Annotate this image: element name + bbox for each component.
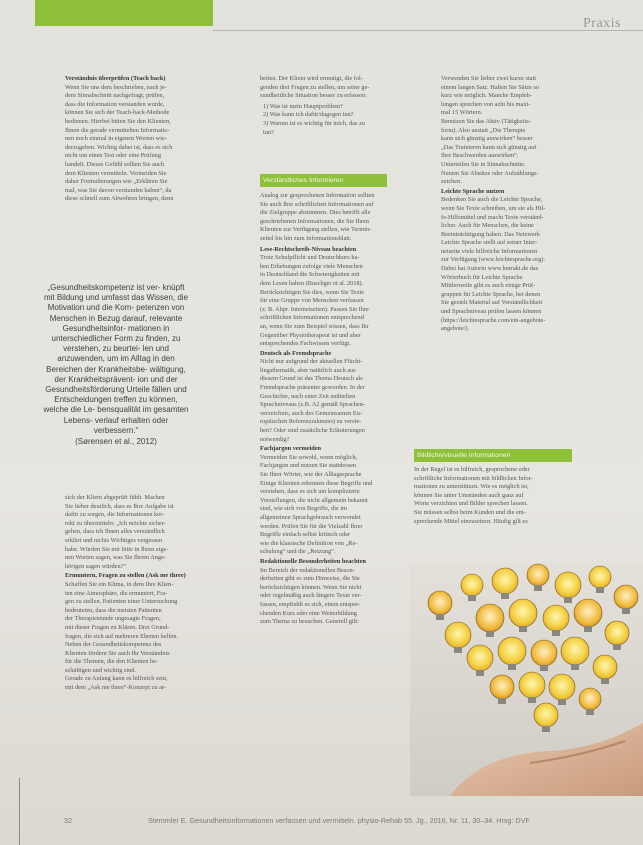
question-item: 2) Was kann ich dafür/dagegen tun? bbox=[263, 111, 354, 119]
paragraph-lese-niveau bbox=[260, 254, 386, 349]
text-line: Analog zur gesprochenen Information sollten bbox=[260, 192, 375, 199]
text-line: ben Erhebungen zufolge viele Menschen bbox=[260, 262, 363, 270]
text-line: mit dieser Fragen zu Klären. Drei Grund- bbox=[65, 623, 170, 631]
text-line: Sie Ihrer Wörter, wie der Alltagssprache bbox=[260, 471, 362, 478]
text-line: Im Bereich der redaktionellen Beson- bbox=[260, 566, 355, 574]
text-line: „Das Trainieren kann sich günstig auf bbox=[441, 143, 537, 151]
text-line: nen noch einmal in eigenen Worten wie- bbox=[65, 135, 167, 143]
text-line: nicht um einen Test oder eine Prüfung bbox=[65, 152, 161, 160]
text-line: mal, was Sie davon verstanden haben“, da bbox=[65, 186, 172, 194]
text-line: beiten. Der Klient wird ermutigt, die fol- bbox=[260, 75, 363, 82]
text-line: Gegenüber Physiotherapeut ist und aber bbox=[260, 331, 361, 339]
text-line: licher. Auch für Menschen, die keine bbox=[441, 222, 534, 230]
text-line: die Zielgruppe abstimmen. Dies betrifft alle bbox=[260, 209, 371, 217]
paragraph-redaktionell bbox=[260, 567, 386, 627]
bullet-heading-redaktionell: Redaktionelle Besonderheiten beachten bbox=[260, 557, 366, 565]
question-item: 1) Was ist mein Hauptproblem? bbox=[263, 102, 343, 110]
text-line: dafür zu sorgen, die Informationen kor- bbox=[65, 511, 165, 519]
text-line: berücksichtigen können. Wenn Sie nicht bbox=[260, 583, 362, 591]
text-line: entsprechendes Fachwissen verfügt. bbox=[260, 340, 351, 348]
text-line: Ihnen die gerade vermittelten Informatio- bbox=[65, 126, 170, 134]
paragraph-ask-me-three-end bbox=[260, 75, 386, 101]
column-1-bottom bbox=[65, 494, 192, 693]
text-line: schriftliche Informationen mit bildlichen Infor- bbox=[414, 474, 533, 482]
text-line: ten eine Atmosphäre, die ermuntert, Fra- bbox=[65, 589, 168, 597]
text-line: zettel bis hin zum Informationsblatt. bbox=[260, 234, 352, 242]
text-line: schulung“ und die „Reizung“. bbox=[260, 548, 336, 556]
text-line: fassen, empfiehlt es sich, einen entspre- bbox=[260, 600, 361, 608]
lightbulb-hand-photo bbox=[410, 563, 643, 796]
text-line: in Deutschland die Schwierigkeiten mit bbox=[260, 271, 360, 279]
text-line: kurz wie möglich. Manche Empfeh- bbox=[441, 92, 533, 100]
text-line: können Sie sich der Teach-back-Methode bbox=[65, 109, 170, 117]
footer-citation: Stemmler E. Gesundheitsinformationen verfassen und vermitteln. physio-Rehab 55. Jg., 2016, Nr. 11, 30–34. Hrsg: DVF bbox=[148, 816, 530, 825]
text-line: Sie gezielt Material auf Verständlichkeit bbox=[441, 299, 543, 307]
text-line: dass die Information verstanden wurde, bbox=[65, 100, 165, 108]
paragraph-ask-me-three bbox=[65, 581, 192, 693]
text-line: allgemeinen Sprachgebrauch verwendet bbox=[260, 513, 361, 521]
text-line: Wörterbuch für Leichte Sprache. bbox=[441, 273, 524, 281]
text-line: Neben der Gesundheitskompetenz des bbox=[65, 641, 162, 649]
text-line: Trotz Schulpflicht und Deutschkurs ha- bbox=[260, 254, 360, 262]
text-line: schäftigen und wichtig sind. bbox=[65, 666, 137, 674]
text-line: mal 15 Wörtern. bbox=[441, 109, 483, 117]
text-line: bedeuteten, dass die meisten Patienten bbox=[65, 606, 162, 614]
text-line: Sie lieber deutlich, dass es Ihre Aufgabe ist bbox=[65, 502, 174, 510]
text-line: hörigen sagen würden?“ bbox=[65, 562, 127, 570]
text-line: und Sprachniveau prüfen lassen können bbox=[441, 308, 542, 316]
text-line: Leichte Sprache stellt auf seiner Inter- bbox=[441, 239, 538, 247]
section-color-bar bbox=[35, 0, 213, 26]
text-line: für die Themen, die den Klienten be- bbox=[65, 658, 159, 666]
text-line: für eine Gruppe von Menschen verfassen bbox=[260, 297, 364, 305]
column-1-top bbox=[65, 75, 192, 204]
text-line: zur Verfügung (www.leichtesprache.org). bbox=[441, 256, 546, 264]
text-line: dem Lesen haben (Buschger et al. 2018). bbox=[260, 279, 364, 287]
bullet-heading-ask-me-three: Ermuntern, Fragen zu stellen (Ask me three) bbox=[65, 572, 186, 580]
text-line: Einige Klienten erkennen diese Begriffe und bbox=[260, 479, 373, 487]
text-line: gen zu stellen. Patienten einer Untersuchung bbox=[65, 598, 178, 606]
text-line: form). Also anstatt „Die Therapie bbox=[441, 126, 526, 134]
text-line: Vermeiden Sie sowohl, wenn möglich, bbox=[260, 453, 358, 461]
text-line: Geschichte, nach einer Zeit enthielten bbox=[260, 392, 356, 400]
text-line: Klienten fördern Sie auch Ihr Verständnis bbox=[65, 649, 170, 657]
text-line: sich der Klient abgeprüft fühlt. Machen bbox=[65, 494, 165, 501]
text-line: mationen zu unterstützen. Wie es möglich ist, bbox=[414, 483, 529, 491]
section-heading-verstaendlich: Verständliches Informieren bbox=[260, 174, 387, 187]
text-line: verzeichnis, auch des Gemeinsamen Eu- bbox=[260, 409, 362, 417]
text-line: habe. Würden Sie mir bitte in Ihren eige- bbox=[65, 545, 169, 553]
text-line: gruppen für Leichte Sprache, bei denen bbox=[441, 290, 541, 298]
header-rule bbox=[213, 30, 643, 31]
text-line: daher Formulierungen wie „Erklären Sie bbox=[65, 178, 168, 186]
section-label: Praxis bbox=[583, 16, 621, 31]
text-line: genden drei Fragen zu stellen, um seine ge- bbox=[260, 83, 370, 91]
paragraph-teach-back bbox=[65, 84, 192, 204]
text-line: Fremdsprache präsenter geworden. In der bbox=[260, 384, 365, 392]
column-3-box bbox=[414, 466, 571, 526]
text-line: Mittlerweile gibt es auch einige Prüf- bbox=[441, 282, 536, 290]
text-line: mit dem „Ask me three“-Konzept zu ar- bbox=[65, 684, 166, 692]
paragraph-satzbau bbox=[441, 75, 571, 187]
text-line: sind, wie sich von Begriffe, die im bbox=[260, 505, 347, 513]
text-line: derzugeben. Wichtig dabei ist, dass es sich bbox=[65, 143, 173, 151]
text-line: ropäischen Referenzrahmens) zu verste- bbox=[260, 418, 362, 426]
text-line: (z. B. Abpr. Internetseiten). Passen Sie Ihre bbox=[260, 305, 369, 313]
paragraph-leichte-sprache bbox=[441, 196, 571, 334]
text-line: zeichen. bbox=[441, 178, 462, 186]
text-line: hen? Oder sind zusätzliche Erläuterungen bbox=[260, 427, 365, 435]
text-line: notwendig? bbox=[260, 435, 290, 443]
text-line: Beeinträchtigung haben. Das Netzwerk bbox=[441, 230, 540, 238]
text-line: an, wenn Sie zum Beispiel wissen, dass Ihr bbox=[260, 322, 369, 330]
text-line: nen Worten sagen, was Sie Ihrem Ange- bbox=[65, 554, 166, 562]
text-line: Nicht nur aufgrund der aktuellen Flücht- bbox=[260, 358, 363, 366]
section-heading-bildlich: Bildliche/visuelle Informationen bbox=[414, 449, 572, 462]
text-line: Ihre Beschwerden auswirken“. bbox=[441, 152, 519, 160]
pull-quote-source: (Sørensen et al., 2012) bbox=[75, 437, 157, 447]
text-line: werden. Prüfen Sie für die Vielzahl Ihrer bbox=[260, 522, 363, 530]
lightbulb-icon bbox=[410, 563, 643, 796]
pull-quote bbox=[42, 283, 190, 447]
text-line: erklärt und nichts Wichtiges vergessen bbox=[65, 536, 163, 544]
text-line: wenn Sie Texte schreiben, um sie als Hil- bbox=[441, 204, 546, 212]
page-number: 32 bbox=[64, 816, 72, 825]
text-line: Bedenken Sie auch die Leichte Sprache, bbox=[441, 196, 543, 204]
text-line: Schaffen Sie ein Klima, in dem Ihre Klien- bbox=[65, 580, 174, 588]
text-line: In der Regel ist es hilfreich, gesprochene oder bbox=[414, 466, 530, 473]
text-line: handelt. Dieses Gefühl sollten Sie auch bbox=[65, 160, 164, 168]
question-item: 3) Warum ist es wichtig für mich, das zu bbox=[263, 119, 366, 127]
text-line: derheiten gibt es zum Hinweise, die Sie bbox=[260, 575, 360, 583]
text-line: Sie müssen selbst beim Kunden und die ent- bbox=[414, 508, 526, 516]
column-2 bbox=[260, 75, 386, 137]
text-line: Nutzen Sie Absätze oder Aufzählungs- bbox=[441, 169, 539, 177]
bullet-heading-fachjargon: Fachjargon vermeiden bbox=[260, 445, 322, 453]
text-line: zum Thema zu besuchen. Generell gilt: bbox=[260, 618, 359, 626]
paragraph-bildlich bbox=[414, 466, 571, 526]
text-line: Fachjargon und nutzen Sie stattdessen bbox=[260, 462, 357, 470]
text-line: der Therapiestunde ungesagte Fragen, bbox=[65, 615, 161, 623]
column-2-body bbox=[260, 192, 386, 627]
text-line: Sprachniveaus (z.B. A2 gemäß Sprachen- bbox=[260, 401, 365, 409]
question-list bbox=[263, 103, 386, 137]
bullet-heading-leichte-sprache: Leichte Sprache nutzen bbox=[441, 187, 505, 195]
paragraph-teach-back-cont bbox=[65, 494, 192, 571]
column-3 bbox=[441, 75, 571, 334]
text-line: oder regelmäßig auch längere Texte ver- bbox=[260, 592, 362, 600]
text-line: dem Sinnabschnitt nachgefragt, prüfen, bbox=[65, 92, 165, 100]
text-line: sundheitliche Situation besser zu erfassen: bbox=[260, 92, 367, 100]
bullet-heading-lese-niveau: Lese-Rechtschreib-Niveau beachten bbox=[260, 245, 357, 253]
text-line: gehen, dass ich Ihnen alles verständlich bbox=[65, 528, 165, 536]
text-line: lungen sprechen von acht bis maxi- bbox=[441, 100, 531, 108]
text-line: Wenn Sie uns dem beschrieben, nach je- bbox=[65, 83, 167, 91]
question-item: tun? bbox=[263, 128, 274, 136]
text-line: diesem Grund ist das Thema Deutsch als bbox=[260, 375, 363, 383]
text-line: Klienten zur Verfügung stellen, wie Termin- bbox=[260, 226, 372, 234]
text-line: Berücksichtigen Sie dies, wenn Sie Texte bbox=[260, 288, 365, 296]
text-line: sprechende Mittel einzusetzen. Häufig gilt es bbox=[414, 517, 528, 525]
text-line: angebote/). bbox=[441, 325, 470, 333]
text-line: können Sie unter Umständen auch ganz auf bbox=[414, 491, 524, 499]
text-line: Sie auch Ihre schriftlichen Informationen auf bbox=[260, 200, 374, 208]
pull-quote-text: „Gesundheitskompetenz ist ver- knüpft mit Bildung und umfasst das Wissen, die Motivation und die Kom- petenzen von Menschen in Bezug darauf, relevante Gesundheitsinfor- mationen in unterschiedlicher Form zu finden, zu verstehen, zu beurtei- len und anzuwenden, um im Alltag in den Bereichen der Krankheitsbe- wältigung, der Krankheitsprävent- ion und der Gesundheitsförderung Urteile fällen und Entscheidungen treffen zu können, welche die Le- bensqualität im gesamten Lebens- verlauf erhalten oder verbessern.“ bbox=[43, 283, 189, 435]
text-line: wie die klassische Definition von „Re- bbox=[260, 539, 358, 547]
text-line: Unterteilen Sie in Sinnabschnitte. bbox=[441, 160, 526, 168]
footer-rule bbox=[19, 778, 20, 845]
text-line: dem Klienten vermitteln. Vermeiden Sie bbox=[65, 169, 167, 177]
text-line: lingsthematik, aber natürlich auch aus bbox=[260, 366, 356, 374]
text-line: diese schnell zum Abwehren bringen, denn bbox=[65, 195, 174, 203]
paragraph-verstaendlich bbox=[260, 192, 386, 244]
text-line: verstehen, dass es sich um komplizierte bbox=[260, 488, 360, 496]
text-line: rekt zu übermitteln: „Ich möchte sicher- bbox=[65, 519, 166, 527]
paragraph-fremdsprache bbox=[260, 358, 386, 444]
text-line: schriftlichen Informationen entsprechend bbox=[260, 314, 364, 322]
text-line: fe-Hilfsmittel und macht Texte verständ- bbox=[441, 213, 544, 221]
text-line: Vorstellungen, die nicht allgemein bekannt bbox=[260, 496, 368, 504]
bullet-heading-teach-back: Verständnis überprüfen (Teach back) bbox=[65, 75, 166, 82]
text-line: geschriebenen Informationen, die Sie Ihren bbox=[260, 217, 369, 225]
text-line: kann sich günstig auswirken“ besser bbox=[441, 135, 533, 143]
text-line: bedienen. Hierbei bitten Sie den Klienten, bbox=[65, 117, 171, 125]
text-line: chenden Kurs oder eine Weiterbildung bbox=[260, 609, 357, 617]
text-line: einem langen Satz. Halten Sie Sätze so bbox=[441, 83, 540, 91]
text-line: Worte verzichten und Bilder sprechen lassen. bbox=[414, 500, 528, 508]
paragraph-fachjargon bbox=[260, 454, 386, 557]
text-line: fragen, die sich auf mehreren Ebenen helfen. bbox=[65, 632, 178, 640]
text-line: Benutzen Sie das Aktiv (Tätigkeits- bbox=[441, 117, 531, 125]
bullet-heading-fremdsprache: Deutsch als Fremdsprache bbox=[260, 349, 332, 357]
text-line: netseite viele hilfreiche Informationen bbox=[441, 247, 538, 255]
text-line: Gerade zu Anfang kann es hilfreich sein, bbox=[65, 675, 168, 683]
text-line: Verwenden Sie lieber zwei kurze statt bbox=[441, 75, 536, 82]
text-line: Begriffe einfach selbst kritisch oder bbox=[260, 531, 351, 539]
text-line: (https://leichtesprache.com/ein-angebote- bbox=[441, 316, 546, 324]
text-line: Dabei hat Autorin www.hurraki.de das bbox=[441, 265, 539, 273]
